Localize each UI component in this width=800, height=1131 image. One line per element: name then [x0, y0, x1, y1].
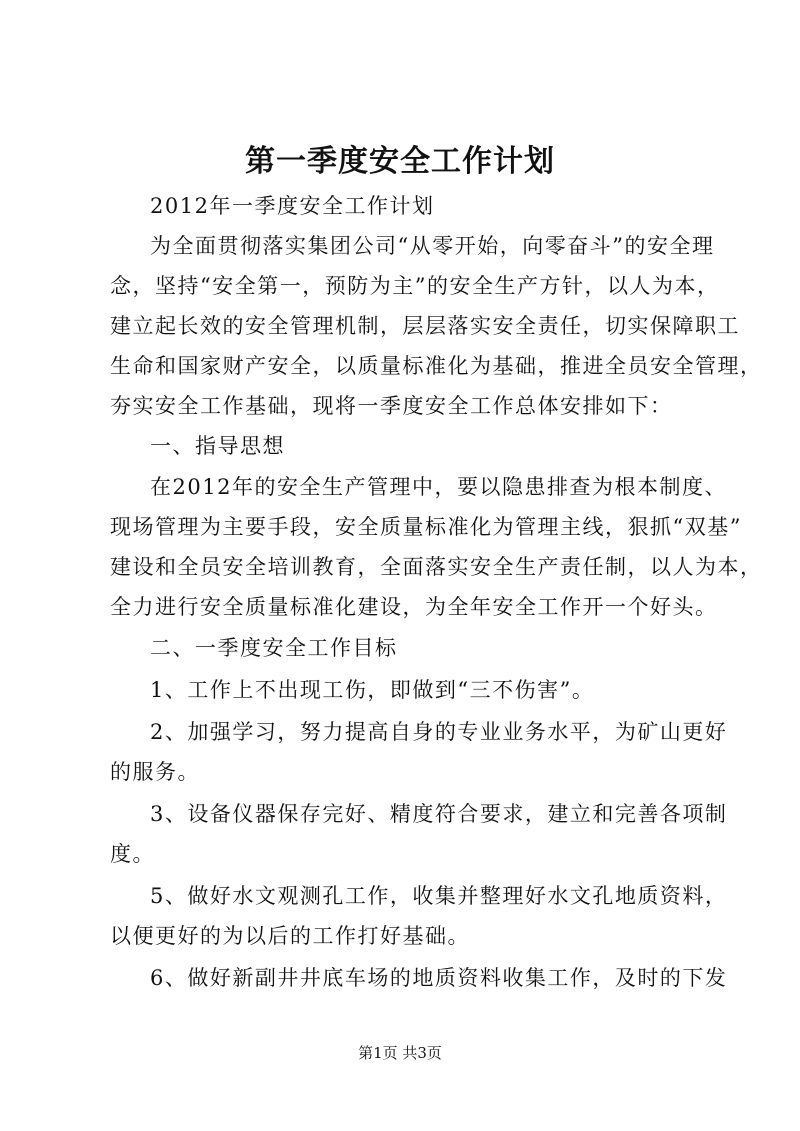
subtitle-line: 2012年一季度安全工作计划 [150, 194, 435, 218]
list-item-continuation: 度。 [110, 842, 155, 866]
list-item-continuation: 的服务。 [110, 760, 200, 784]
list-item: 6、做好新副井井底车场的地质资料收集工作，及时的下发 [150, 966, 728, 990]
list-item: 1、工作上不出现工伤，即做到“三不伤害”。 [150, 678, 595, 702]
paragraph-line: 夯实安全工作基础，现将一季度安全工作总体安排如下： [110, 394, 673, 418]
list-item: 5、做好水文观测孔工作，收集并整理好水文孔地质资料， [150, 884, 728, 908]
section-heading: 二、一季度安全工作目标 [150, 636, 398, 660]
section-heading: 一、指导思想 [150, 434, 285, 458]
list-item-continuation: 以便更好的为以后的工作打好基础。 [110, 924, 470, 948]
paragraph-line: 生命和国家财产安全，以质量标准化为基础，推进全员安全管理， [110, 354, 763, 378]
list-item: 2、加强学习，努力提高自身的专业业务水平，为矿山更好 [150, 720, 728, 744]
document-title: 第一季度安全工作计划 [245, 144, 555, 179]
paragraph-line: 全力进行安全质量标准化建设，为全年安全工作开一个好头。 [110, 595, 718, 619]
paragraph-line: 建立起长效的安全管理机制，层层落实安全责任，切实保障职工 [110, 314, 740, 338]
page-footer: 第1页 共3页 [358, 1044, 442, 1062]
paragraph-line: 建设和全员安全培训教育，全面落实安全生产责任制，以人为本， [110, 555, 763, 579]
list-item: 3、设备仪器保存完好、精度符合要求，建立和完善各项制 [150, 802, 728, 826]
paragraph-line: 念，坚持“安全第一，预防为主”的安全生产方针，以人为本， [110, 274, 720, 298]
paragraph-line: 为全面贯彻落实集团公司“从零开始，向零奋斗”的安全理 [150, 234, 715, 258]
paragraph-line: 现场管理为主要手段，安全质量标准化为管理主线，狠抓“双基” [110, 515, 742, 539]
paragraph-line: 在2012年的安全生产管理中，要以隐患排查为根本制度、 [150, 475, 727, 499]
